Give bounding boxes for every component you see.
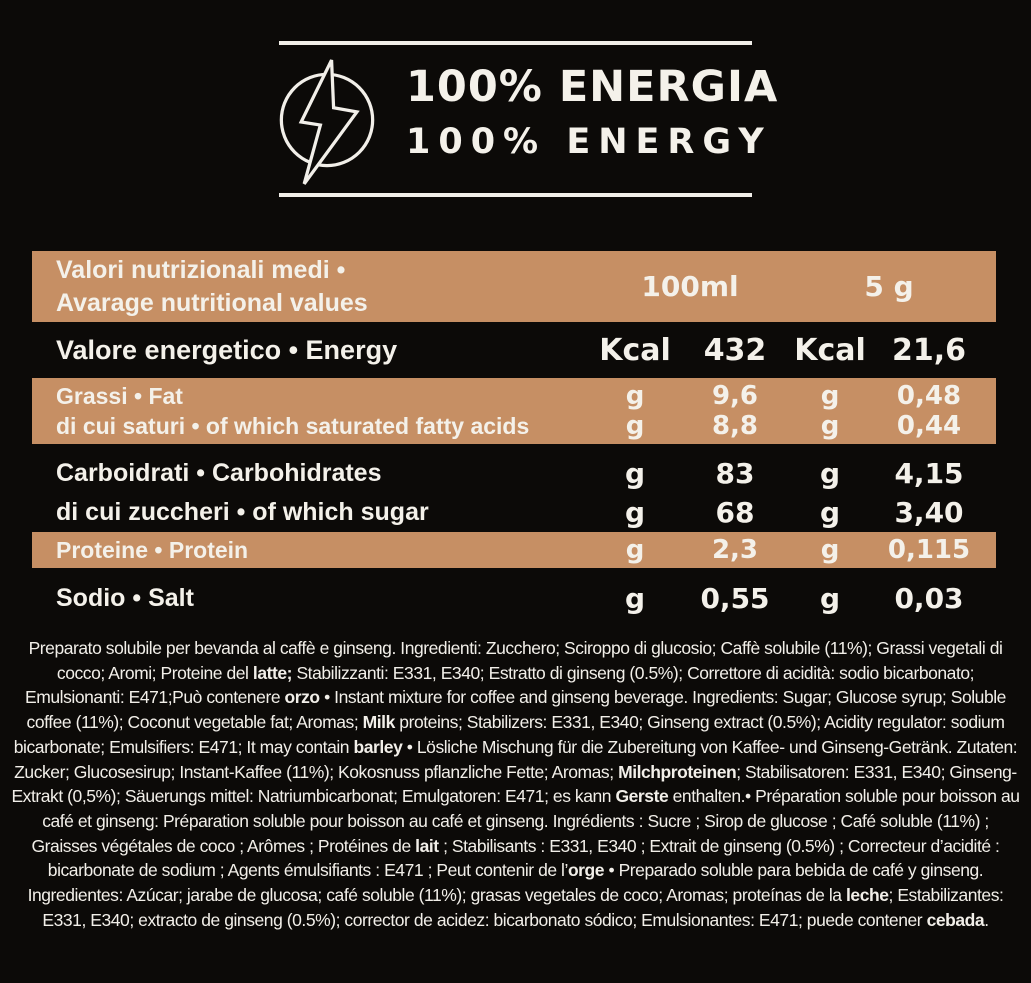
table-section-salt [32, 568, 996, 628]
row-label: Proteine • Protein [56, 536, 249, 563]
unit-5g: g [820, 535, 840, 565]
unit-5g: g [819, 496, 841, 529]
value-100ml: 8,8 [711, 411, 759, 441]
table-row-carbs [32, 457, 996, 490]
value-5g: 21,6 [891, 332, 967, 368]
ingredient-text-segment: proteins; Stabilizers: E331, E340; Ginseng extract (0.5%); Acidity regulator: sodium bicarbonate; Emulsifiers: E471; It may contain [13, 712, 1005, 757]
value-5g: 0,03 [894, 581, 964, 615]
top-divider [279, 41, 752, 45]
unit-100ml: g [624, 581, 646, 615]
table-row-saturated [32, 411, 996, 441]
table-row-sugar [32, 496, 996, 529]
row-label: di cui saturi • of which saturated fatty acids [56, 412, 530, 439]
table-section-fat [32, 378, 996, 444]
ingredient-text-segment: Preparato solubile per bevanda al caffè e ginseng. Ingredienti: Zucchero; Sciroppo di glucosio; Caffè solubile (11%); Grassi vegetali di cocco; Aromi; Proteine del [28, 638, 1003, 683]
allergen-term: latte; [252, 662, 293, 683]
value-100ml: 68 [715, 496, 755, 529]
header-label-line2: Avarage nutritional values [56, 288, 368, 317]
row-label: Carboidrati • Carbohidrates [56, 459, 382, 487]
unit-5g: g [819, 581, 841, 615]
table-row-protein [32, 532, 996, 568]
row-label: di cui zuccheri • of which sugar [56, 498, 429, 526]
value-100ml: 0,55 [700, 581, 770, 615]
row-label: Sodio • Salt [56, 583, 194, 612]
allergen-term: orge [567, 860, 605, 881]
ingredient-text-segment: ; Stabilisants : E331, E340 ; Extrait de ginseng (0.5%) ; Correcteur d’acidité : bicarbonate de sodium ; Agents émulsifiants : E471 ; Peut contenir de l’ [47, 835, 1000, 881]
unit-100ml: Kcal [599, 332, 671, 368]
table-section-carbs [32, 444, 996, 532]
unit-100ml: g [624, 496, 646, 529]
unit-5g: Kcal [794, 332, 866, 368]
allergen-term: Milk [362, 712, 395, 733]
value-100ml: 2,3 [711, 535, 759, 565]
allergen-term: leche [846, 885, 889, 906]
ingredient-text-segment: • Preparado soluble para bebida de café y ginseng. Ingredientes: Azúcar; jarabe de glucosa; café soluble (11%); grasas vegetales de coco; Aromas; proteínas de la [27, 860, 984, 906]
value-5g: 3,40 [894, 496, 964, 529]
allergen-term: Gerste [615, 786, 669, 807]
table-header-row [32, 251, 996, 322]
unit-100ml: g [625, 535, 645, 565]
unit-5g: g [819, 457, 841, 490]
ingredient-text-segment: ; Stabilisatoren: E331, E340; Ginseng-Extrakt (0,5%); Säuerungs mittel: Natriumbicarbonat; Emulgatoren: E471; es kann [11, 761, 1017, 807]
ingredient-text-segment: ; Estabilizantes: E331, E340; extracto de ginseng (0.5%); corrector de acidez: bicarbonato sódico; Emulsionantes: E471; puede contener [42, 885, 1004, 930]
column-header-100ml: 100ml [641, 270, 739, 303]
header-label-line1: Valori nutrizionali medi • [56, 256, 346, 284]
ingredient-text-segment: . [984, 909, 989, 930]
value-100ml: 9,6 [711, 381, 759, 411]
ingredients-paragraph [10, 636, 1021, 932]
ingredient-text-segment: • Instant mixture for coffee and ginseng beverage. Ingredients: Sugar; Glucose syrup; Soluble coffee (11%); Coconut vegetable fat; Aromas; [26, 687, 1006, 733]
value-100ml: 432 [703, 332, 767, 368]
table-row-energy [32, 322, 996, 378]
unit-100ml: g [625, 381, 645, 411]
brand-title [406, 62, 779, 162]
value-5g: 0,48 [896, 381, 962, 411]
table-section-protein [32, 532, 996, 568]
row-label: Valore energetico • Energy [56, 334, 398, 365]
value-5g: 0,115 [887, 535, 971, 565]
allergen-term: Milchproteinen [618, 761, 737, 782]
allergen-term: cebada [926, 909, 985, 930]
ingredient-text-segment: Stabilizzanti: E331, E340; Estratto di ginseng (0.5%); Correttore di acidità: sodio bicarbonato; Emulsionanti: E471;Può contenere [25, 662, 975, 708]
ingredient-text-segment: • Lösliche Mischung für die Zubereitung von Kaffee- und Ginseng-Getränk. Zutaten: Zucker; Glucosesirup; Instant-Kaffee (11%); Kokosnuss pflanzliche Fette; Aromas; [14, 736, 1018, 782]
nutrition-table [32, 251, 996, 628]
ingredient-text-segment: enthalten.• Préparation soluble pour boisson au café et ginseng: Préparation soluble pour boisson au café et ginseng. Ingrédients : Sucre ; Sirop de glucose ; Café soluble (11%) ; Graisses végétales de coco ; Arômes ; Protéines de [31, 786, 1020, 856]
table-header-label [32, 254, 590, 319]
table-row-salt [32, 582, 996, 615]
value-5g: 4,15 [894, 457, 964, 490]
brand-title-english: 100% ENERGY [406, 122, 772, 162]
bottom-divider [279, 193, 752, 197]
value-5g: 0,44 [896, 411, 962, 441]
value-100ml: 83 [715, 457, 755, 490]
unit-100ml: g [625, 411, 645, 441]
unit-100ml: g [624, 457, 646, 490]
unit-5g: g [820, 411, 840, 441]
column-header-5g: 5 g [864, 270, 914, 303]
table-row-fat [32, 381, 996, 411]
allergen-term: barley [353, 736, 403, 757]
lightning-bolt-icon [268, 52, 386, 194]
allergen-term: lait [415, 835, 439, 856]
row-label: Grassi • Fat [56, 382, 183, 409]
brand-title-italian: 100% ENERGIA [406, 62, 779, 112]
unit-5g: g [820, 381, 840, 411]
allergen-term: orzo [284, 687, 320, 708]
